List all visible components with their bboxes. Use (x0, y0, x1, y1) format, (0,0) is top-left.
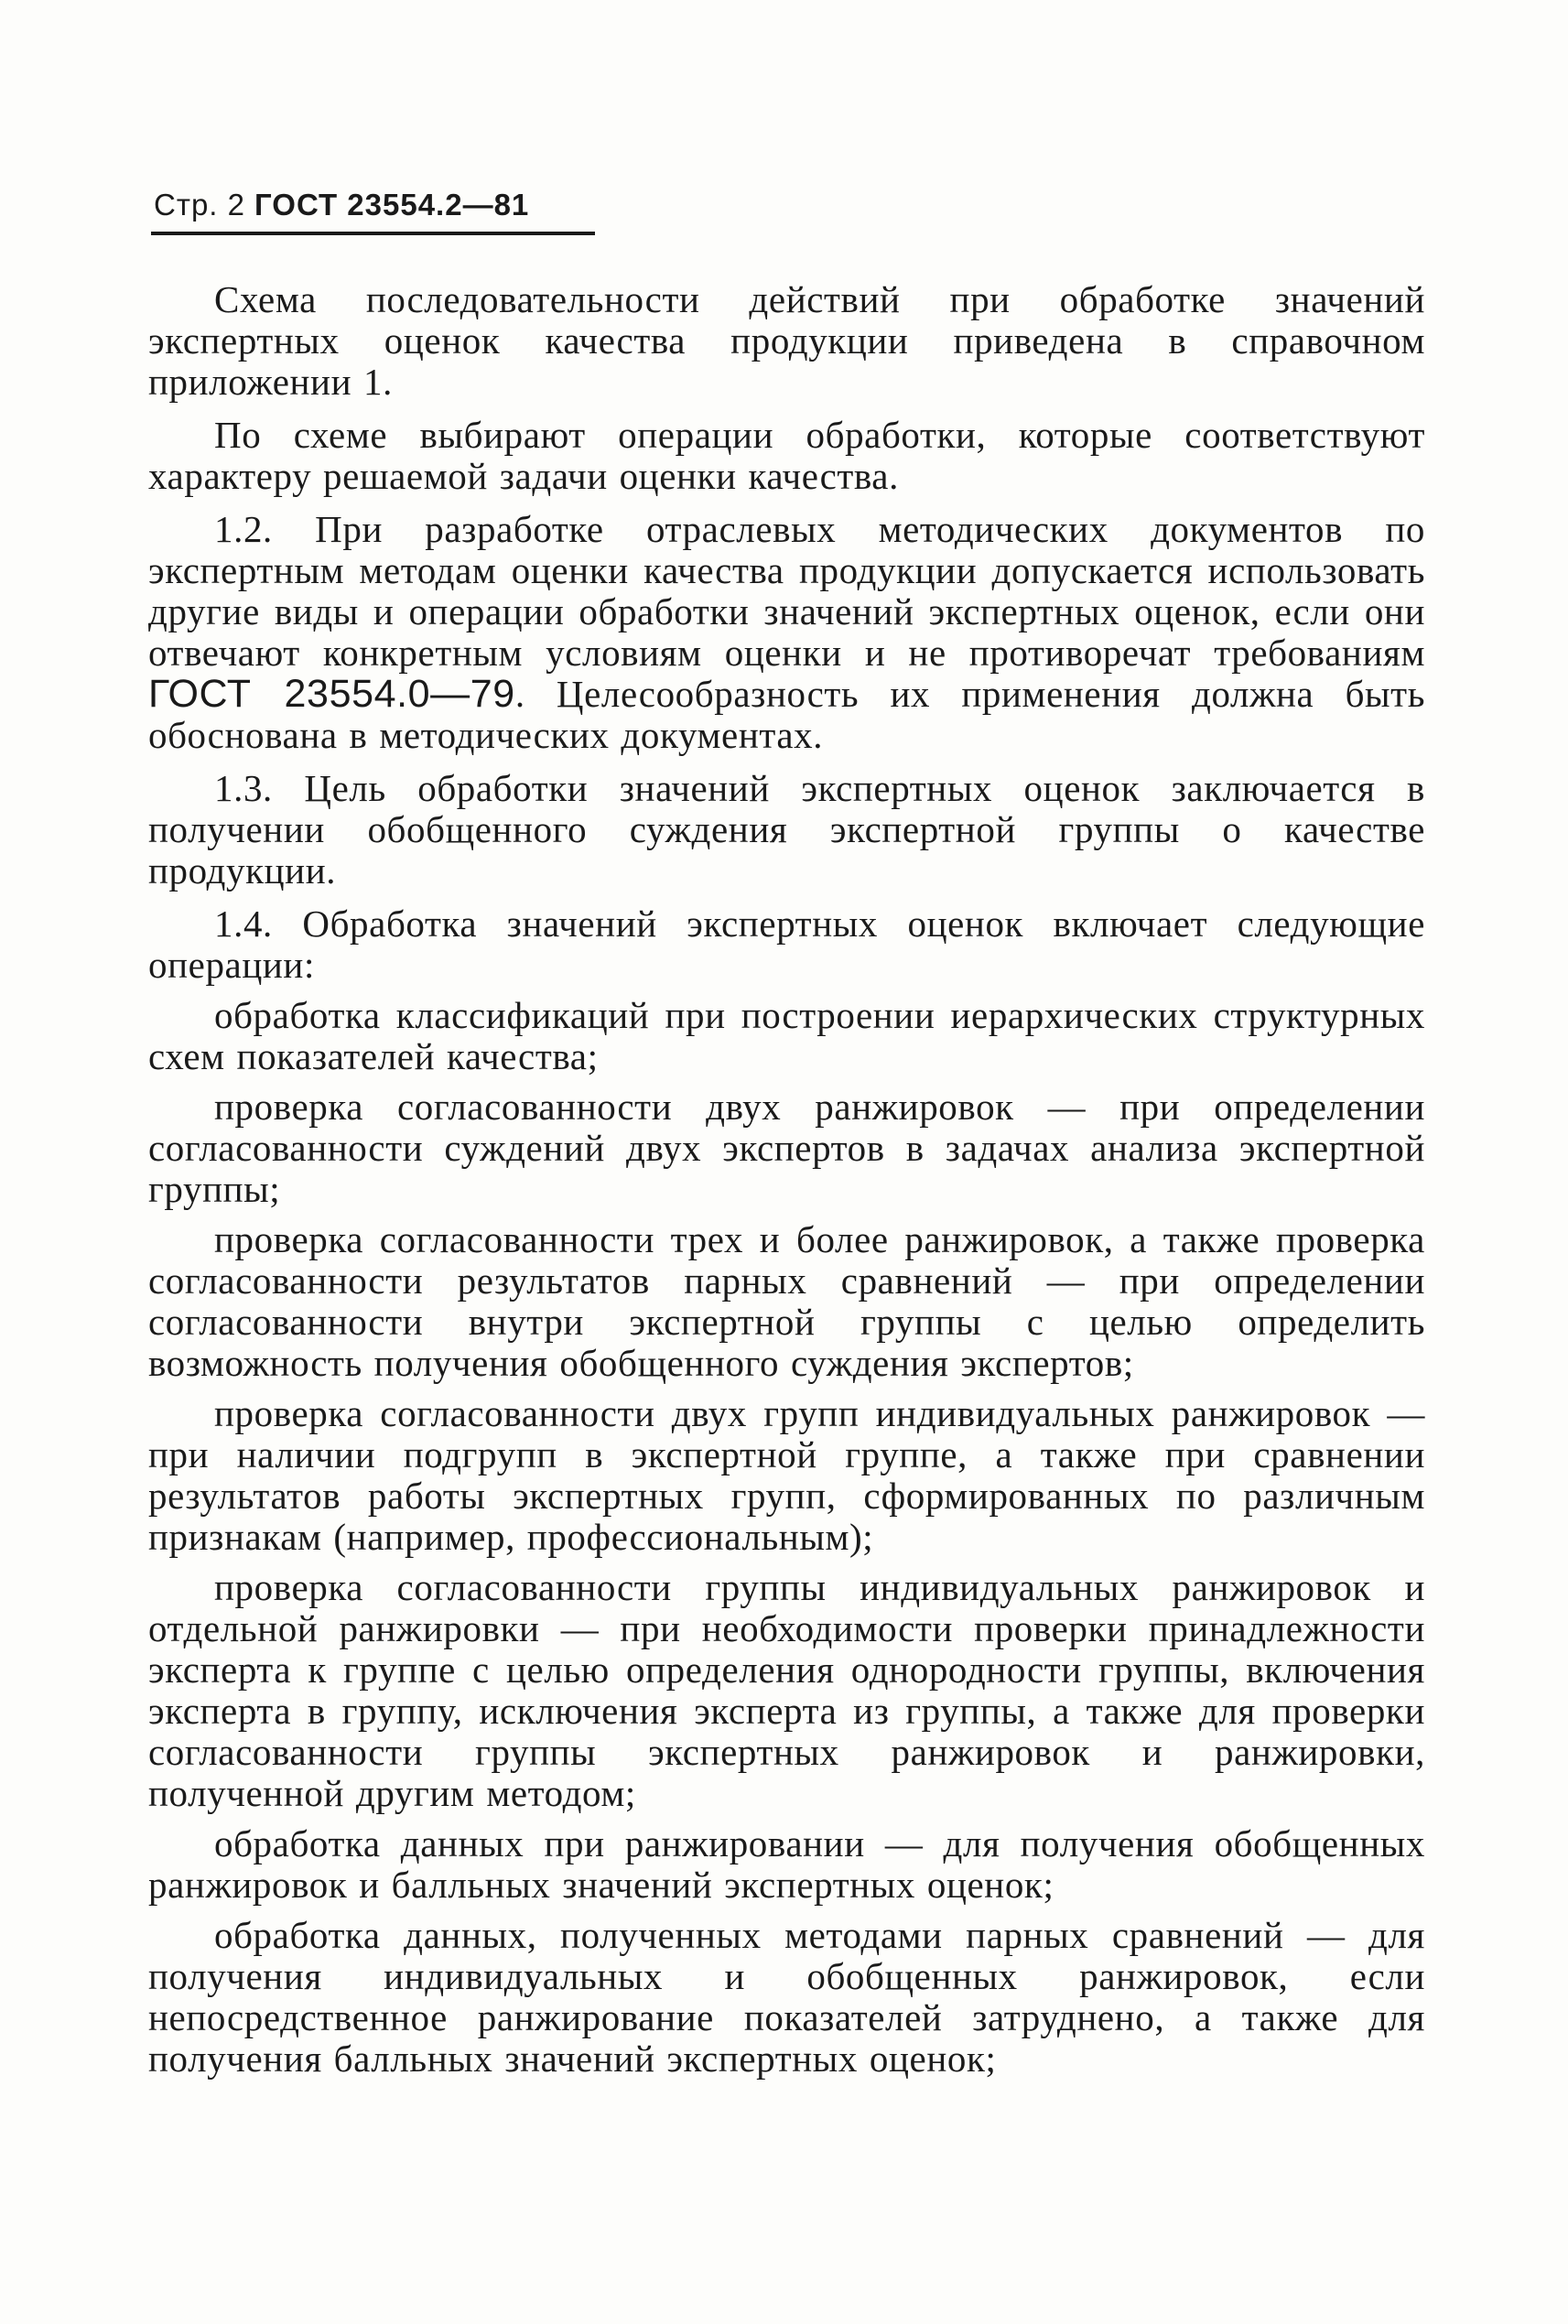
header-divider (151, 232, 595, 235)
page-header (154, 188, 529, 222)
document-body (148, 279, 1425, 2089)
paragraph-1-2-text-end: . Целесообразность их применения должна быть обоснована в методических документах. (148, 673, 1425, 756)
list-item-classification: обработка классификаций при построении иерархических структурных схем показателей качества; (148, 994, 1425, 1077)
paragraph-1-2 (148, 509, 1425, 756)
paragraph-scheme-reference: Схема последовательности действий при обработке значений экспертных оценок качества продукции приведена в справочном приложении 1. (148, 278, 1425, 403)
list-item-two-rankings: проверка согласованности двух ранжировок — при определении согласованности суждений двух экспертов в задачах анализа экспертной группы; (148, 1086, 1425, 1210)
standard-reference: ГОСТ 23554.0—79 (148, 672, 515, 716)
paragraph-scheme-selection: По схеме выбирают операции обработки, которые соответствуют характеру решаемой задачи оценки качества. (148, 414, 1425, 497)
paragraph-1-4: 1.4. Обработка значений экспертных оценок включает следующие операции: (148, 903, 1425, 986)
list-item-group-and-single: проверка согласованности группы индивидуальных ранжировок и отдельной ранжировки — при необходимости проверки принадлежности эксперта к группе с целью определения однородности группы, включения эксперта в группу, исключения эксперта из группы, а также для проверки согласованности группы экспертных ранжировок и ранжировки, полученной другим методом; (148, 1566, 1425, 1814)
list-item-paired-comparisons: обработка данных, полученных методами парных сравнений — для получения индивидуальных и обобщенных ранжировок, если непосредственное ранжирование показателей затруднено, а также для получения балльных значений экспертных оценок; (148, 1914, 1425, 2080)
standard-designation: ГОСТ 23554.2—81 (254, 188, 530, 222)
page-number-label: Стр. 2 (154, 188, 245, 222)
list-item-ranking-processing: обработка данных при ранжировании — для получения обобщенных ранжировок и балльных значений экспертных оценок; (148, 1822, 1425, 1906)
list-item-two-groups: проверка согласованности двух групп индивидуальных ранжировок — при наличии подгрупп в экспертной группе, а также при сравнении результатов работы экспертных групп, сформированных по различным признакам (например, профессиональным); (148, 1392, 1425, 1558)
paragraph-1-2-text-start: 1.2. При разработке отраслевых методических документов по экспертным методам оценки качества продукции допускается использовать другие виды и операции обработки значений экспертных оценок, если они отвечают конкретным условиям оценки и не противоречат требованиям (148, 508, 1425, 674)
paragraph-1-3: 1.3. Цель обработки значений экспертных оценок заключается в получении обобщенного суждения экспертной группы о качестве продукции. (148, 767, 1425, 892)
list-item-three-rankings: проверка согласованности трех и более ранжировок, а также проверка согласованности результатов парных сравнений — при определении согласованности внутри экспертной группы с целью определить возможность получения обобщенного суждения экспертов; (148, 1218, 1425, 1384)
